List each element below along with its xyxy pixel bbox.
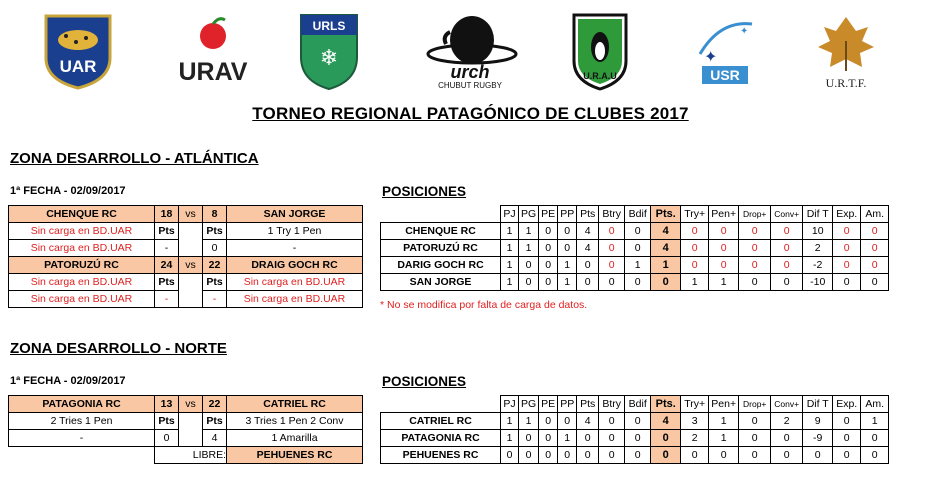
- standings-cell: 0: [519, 447, 539, 464]
- page-title: TORNEO REGIONAL PATAGÓNICO DE CLUBES 2017: [252, 104, 689, 123]
- zone-title-norte: ZONA DESARROLLO - NORTE: [10, 340, 227, 357]
- standings-header-cell: Conv+: [771, 396, 803, 413]
- standings-cell: -2: [803, 257, 833, 274]
- standings-header-cell: PE: [539, 206, 558, 223]
- home-score: 24: [155, 257, 179, 274]
- vs-label: vs: [179, 206, 203, 223]
- standings-cell: 1: [681, 274, 709, 291]
- vs-label: vs: [179, 396, 203, 413]
- standings-cell: 1: [501, 413, 519, 430]
- away-team: SAN JORGE: [227, 206, 363, 223]
- standings-cell: 0: [577, 447, 599, 464]
- logo-bar: [0, 10, 941, 92]
- standings-cell: 0: [539, 274, 558, 291]
- standings-header-cell: Am.: [861, 396, 889, 413]
- libre-label: LIBRE:: [155, 447, 227, 464]
- standings-cell: 0: [861, 223, 889, 240]
- standings-cell: 1: [709, 430, 739, 447]
- standings-header-cell: Btry: [599, 206, 625, 223]
- standings-cell: 4: [577, 240, 599, 257]
- standings-header-cell: Conv+: [771, 206, 803, 223]
- svg-text:URLS: URLS: [312, 19, 346, 33]
- standings-cell: 1: [558, 430, 577, 447]
- standings-team: CATRIEL RC: [381, 413, 501, 430]
- standings-cell: 0: [599, 223, 625, 240]
- standings-cell: 0: [739, 430, 771, 447]
- standings-cell: 0: [519, 274, 539, 291]
- standings-cell: 0: [577, 430, 599, 447]
- standings-cell: 0: [599, 257, 625, 274]
- standings-cell: 0: [803, 447, 833, 464]
- match-row: [9, 396, 363, 413]
- zone-title-atlantica: ZONA DESARROLLO - ATLÁNTICA: [10, 150, 259, 167]
- home-pts: 0: [155, 430, 179, 447]
- standings-cell: 0: [539, 430, 558, 447]
- standings-cell: 0: [558, 240, 577, 257]
- standings-cell: 0: [739, 447, 771, 464]
- blank-cell: [9, 447, 155, 464]
- standings-cell: 0: [739, 223, 771, 240]
- home-detail: -: [9, 430, 155, 447]
- libre-row: [9, 447, 363, 464]
- home-score: 18: [155, 206, 179, 223]
- standings-cell: 0: [625, 413, 651, 430]
- standings-cell: 0: [681, 223, 709, 240]
- standings-cell: 0: [599, 430, 625, 447]
- home-pts: -: [155, 240, 179, 257]
- standings-header-cell: Pen+: [709, 396, 739, 413]
- svg-text:U.R.T.F.: U.R.T.F.: [825, 76, 867, 90]
- standings-row: [381, 274, 889, 291]
- standings-cell: 0: [558, 223, 577, 240]
- home-detail: Sin carga en BD.UAR: [9, 240, 155, 257]
- urau-logo: [568, 10, 632, 92]
- standings-team: DARIG GOCH RC: [381, 257, 501, 274]
- standings-cell: 0: [651, 447, 681, 464]
- standings-cell: 0: [599, 240, 625, 257]
- standings-cell: 1: [709, 413, 739, 430]
- standings-cell: 0: [625, 430, 651, 447]
- standings-cell: 0: [501, 447, 519, 464]
- standings-cell: 10: [803, 223, 833, 240]
- away-detail: -: [227, 240, 363, 257]
- standings-cell: 0: [771, 447, 803, 464]
- standings-header-cell: Bdif: [625, 206, 651, 223]
- fixture-table-atlantica: [8, 205, 363, 308]
- away-detail: 1 Try 1 Pen: [227, 223, 363, 240]
- standings-cell: 1: [501, 430, 519, 447]
- standings-cell: 0: [861, 274, 889, 291]
- standings-header-cell: Exp.: [833, 206, 861, 223]
- vs-label: vs: [179, 257, 203, 274]
- standings-cell: 0: [539, 413, 558, 430]
- urch-logo: [420, 10, 520, 92]
- home-pts-label: Pts: [155, 274, 179, 291]
- standings-cell: 0: [539, 447, 558, 464]
- fixture-table-norte: [8, 395, 363, 464]
- standings-header-cell: Pts: [577, 396, 599, 413]
- standings-cell: 1: [519, 223, 539, 240]
- standings-cell: 0: [771, 430, 803, 447]
- standings-cell: 0: [681, 240, 709, 257]
- standings-cell: 0: [599, 274, 625, 291]
- standings-header-cell: PG: [519, 206, 539, 223]
- home-detail: Sin carga en BD.UAR: [9, 274, 155, 291]
- standings-table-atlantica: [380, 205, 889, 291]
- standings-header-cell: PJ: [501, 206, 519, 223]
- standings-cell: 0: [861, 257, 889, 274]
- blank-cell: [381, 206, 501, 223]
- standings-cell: 0: [599, 447, 625, 464]
- standings-cell: 1: [558, 274, 577, 291]
- standings-cell: 0: [539, 257, 558, 274]
- standings-cell: 4: [651, 240, 681, 257]
- standings-cell: 0: [625, 223, 651, 240]
- standings-cell: 0: [681, 447, 709, 464]
- away-score: 22: [203, 396, 227, 413]
- standings-row: [381, 257, 889, 274]
- standings-cell: 4: [651, 223, 681, 240]
- match-row: [9, 206, 363, 223]
- match-detail-row: [9, 413, 363, 430]
- fecha-atlantica: 1ª FECHA - 02/09/2017: [10, 185, 126, 197]
- standings-cell: 0: [577, 274, 599, 291]
- away-detail: Sin carga en BD.UAR: [227, 291, 363, 308]
- standings-header-cell: PJ: [501, 396, 519, 413]
- home-team: CHENQUE RC: [9, 206, 155, 223]
- home-pts-label: Pts: [155, 413, 179, 430]
- match-detail-row: [9, 223, 363, 240]
- standings-cell: 0: [651, 430, 681, 447]
- standings-header-cell: PP: [558, 206, 577, 223]
- away-score: 8: [203, 206, 227, 223]
- standings-cell: 0: [739, 274, 771, 291]
- standings-cell: 0: [861, 240, 889, 257]
- standings-cell: 0: [771, 223, 803, 240]
- standings-header-cell: PE: [539, 396, 558, 413]
- svg-text:✦: ✦: [740, 26, 749, 37]
- standings-cell: 0: [861, 447, 889, 464]
- standings-note: * No se modifica por falta de carga de datos.: [380, 299, 588, 311]
- standings-row: [381, 430, 889, 447]
- fecha-norte: 1ª FECHA - 02/09/2017: [10, 375, 126, 387]
- home-detail: Sin carga en BD.UAR: [9, 223, 155, 240]
- standings-cell: 0: [539, 223, 558, 240]
- away-pts-label: Pts: [203, 413, 227, 430]
- standings-cell: 0: [558, 413, 577, 430]
- standings-cell: 0: [833, 240, 861, 257]
- home-team: PATORUZÚ RC: [9, 257, 155, 274]
- standings-header-cell: Drop+: [739, 396, 771, 413]
- svg-text:USR: USR: [710, 67, 740, 83]
- standings-cell: -10: [803, 274, 833, 291]
- standings-cell: 0: [709, 257, 739, 274]
- standings-cell: 1: [861, 413, 889, 430]
- standings-header-cell: Exp.: [833, 396, 861, 413]
- standings-cell: 0: [519, 430, 539, 447]
- standings-header-cell: Drop+: [739, 206, 771, 223]
- standings-cell: 0: [771, 274, 803, 291]
- standings-cell: 0: [651, 274, 681, 291]
- standings-cell: 0: [558, 447, 577, 464]
- svg-text:CHUBUT RUGBY: CHUBUT RUGBY: [438, 81, 502, 90]
- away-score: 22: [203, 257, 227, 274]
- standings-cell: 1: [519, 413, 539, 430]
- standings-cell: 4: [577, 223, 599, 240]
- standings-header-cell: Dif T: [803, 396, 833, 413]
- standings-cell: 1: [651, 257, 681, 274]
- home-detail: 2 Tries 1 Pen: [9, 413, 155, 430]
- standings-row: [381, 240, 889, 257]
- standings-team: PATAGONIA RC: [381, 430, 501, 447]
- standings-cell: 0: [519, 257, 539, 274]
- away-pts: -: [203, 291, 227, 308]
- standings-header-cell: Pen+: [709, 206, 739, 223]
- standings-cell: 0: [625, 240, 651, 257]
- standings-row: [381, 447, 889, 464]
- urtf-logo: [808, 10, 884, 92]
- svg-text:U.R.A.U: U.R.A.U: [583, 71, 617, 81]
- standings-header-cell: Btry: [599, 396, 625, 413]
- posiciones-title-norte: POSICIONES: [382, 374, 467, 389]
- standings-cell: 0: [833, 413, 861, 430]
- blank-cell: [381, 396, 501, 413]
- standings-cell: 0: [539, 240, 558, 257]
- standings-team: PEHUENES RC: [381, 447, 501, 464]
- urav-logo: [168, 10, 258, 92]
- standings-cell: 0: [739, 257, 771, 274]
- svg-text:❄: ❄: [319, 45, 339, 70]
- standings-cell: 2: [803, 240, 833, 257]
- standings-cell: 0: [709, 223, 739, 240]
- standings-cell: 0: [625, 274, 651, 291]
- standings-cell: 0: [833, 257, 861, 274]
- away-pts-label: Pts: [203, 274, 227, 291]
- standings-cell: 1: [501, 240, 519, 257]
- standings-row: [381, 223, 889, 240]
- home-detail: Sin carga en BD.UAR: [9, 291, 155, 308]
- standings-cell: 1: [501, 274, 519, 291]
- standings-header-cell: Pts: [577, 206, 599, 223]
- standings-cell: 0: [739, 413, 771, 430]
- standings-cell: 0: [833, 430, 861, 447]
- standings-cell: 1: [519, 240, 539, 257]
- standings-team: CHENQUE RC: [381, 223, 501, 240]
- standings-cell: 1: [709, 274, 739, 291]
- standings-team: PATORUZÚ RC: [381, 240, 501, 257]
- match-detail-row: [9, 274, 363, 291]
- standings-cell: 2: [681, 430, 709, 447]
- svg-text:URAV: URAV: [178, 58, 248, 86]
- page-title-wrap: [0, 104, 941, 124]
- standings-header-cell: Dif T: [803, 206, 833, 223]
- standings-cell: 0: [599, 413, 625, 430]
- spacer-cell: [179, 413, 203, 447]
- standings-cell: 1: [625, 257, 651, 274]
- home-pts: -: [155, 291, 179, 308]
- standings-header-cell: Pts.: [651, 206, 681, 223]
- standings-row: [381, 413, 889, 430]
- away-pts: 0: [203, 240, 227, 257]
- svg-text:✦: ✦: [704, 49, 718, 66]
- home-team: PATAGONIA RC: [9, 396, 155, 413]
- spacer-cell: [179, 223, 203, 257]
- standings-cell: 1: [501, 223, 519, 240]
- away-team: DRAIG GOCH RC: [227, 257, 363, 274]
- spacer-cell: [179, 274, 203, 308]
- standings-header-row: [381, 396, 889, 413]
- away-detail: 1 Amarilla: [227, 430, 363, 447]
- standings-header-cell: Pts.: [651, 396, 681, 413]
- usr-logo: [690, 10, 760, 92]
- standings-cell: 0: [771, 257, 803, 274]
- away-pts: 4: [203, 430, 227, 447]
- standings-cell: 0: [739, 240, 771, 257]
- standings-cell: 4: [651, 413, 681, 430]
- match-row: [9, 257, 363, 274]
- standings-cell: 0: [833, 447, 861, 464]
- standings-cell: 0: [625, 447, 651, 464]
- standings-header-cell: Am.: [861, 206, 889, 223]
- standings-header-row: [381, 206, 889, 223]
- standings-cell: 0: [709, 240, 739, 257]
- standings-cell: 1: [501, 257, 519, 274]
- standings-cell: 0: [861, 430, 889, 447]
- home-pts-label: Pts: [155, 223, 179, 240]
- standings-team: SAN JORGE: [381, 274, 501, 291]
- urls-logo: [294, 10, 364, 92]
- standings-table-norte: [380, 395, 889, 464]
- standings-cell: 1: [558, 257, 577, 274]
- standings-cell: 0: [771, 240, 803, 257]
- standings-cell: 0: [577, 257, 599, 274]
- standings-header-cell: Try+: [681, 206, 709, 223]
- posiciones-title-atlantica: POSICIONES: [382, 184, 467, 199]
- standings-cell: 0: [833, 274, 861, 291]
- standings-cell: 9: [803, 413, 833, 430]
- away-detail: 3 Tries 1 Pen 2 Conv: [227, 413, 363, 430]
- standings-cell: 0: [681, 257, 709, 274]
- standings-header-cell: Try+: [681, 396, 709, 413]
- uar-logo: [38, 10, 118, 92]
- away-pts-label: Pts: [203, 223, 227, 240]
- svg-text:urch: urch: [450, 62, 490, 82]
- standings-cell: 3: [681, 413, 709, 430]
- libre-team: PEHUENES RC: [227, 447, 363, 464]
- standings-cell: 0: [709, 447, 739, 464]
- home-score: 13: [155, 396, 179, 413]
- standings-cell: 0: [833, 223, 861, 240]
- standings-cell: 4: [577, 413, 599, 430]
- standings-cell: 2: [771, 413, 803, 430]
- standings-cell: -9: [803, 430, 833, 447]
- uar-logo-text: UAR: [59, 57, 97, 76]
- standings-header-cell: PG: [519, 396, 539, 413]
- standings-header-cell: Bdif: [625, 396, 651, 413]
- away-detail: Sin carga en BD.UAR: [227, 274, 363, 291]
- standings-header-cell: PP: [558, 396, 577, 413]
- away-team: CATRIEL RC: [227, 396, 363, 413]
